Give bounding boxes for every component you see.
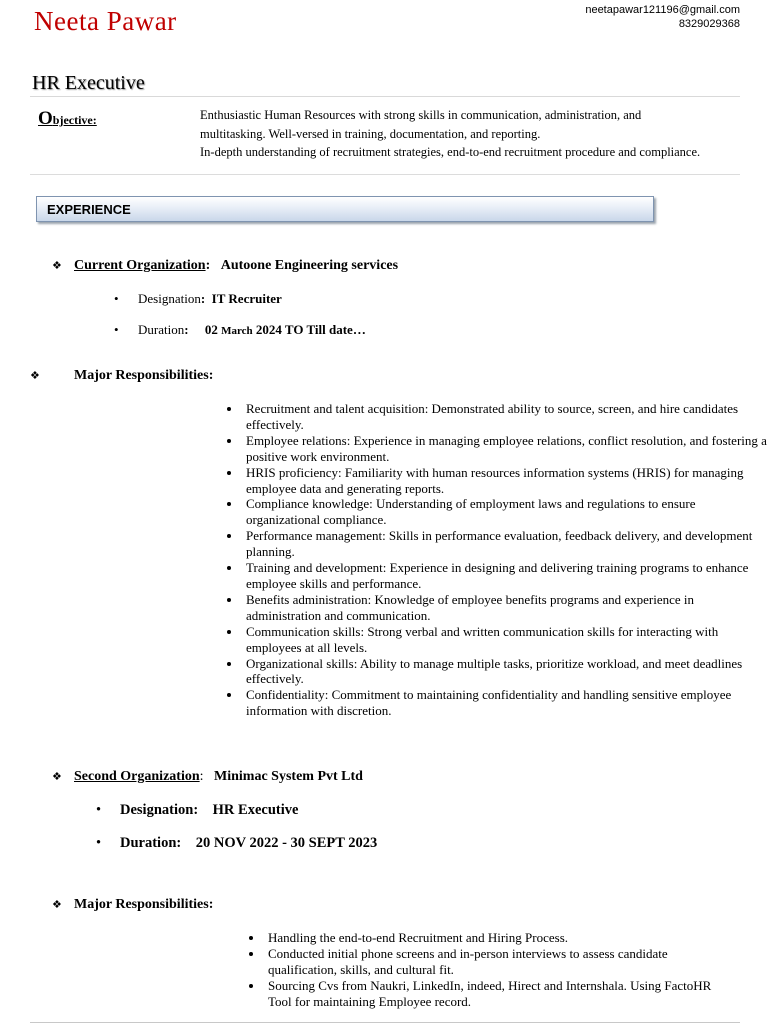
second-org-name: Minimac System Pvt Ltd — [214, 769, 363, 784]
bullet-icon: • — [114, 322, 119, 337]
major-resp-heading — [52, 897, 213, 913]
divider — [30, 174, 740, 175]
designation-label: Designation: — [120, 802, 199, 818]
second-org-sep: : — [199, 769, 204, 784]
diamond-bullet-icon: ❖ — [52, 899, 62, 911]
major-resp-heading-text: Major Responsibilities: — [74, 368, 214, 383]
objective-label-rest: bjective: — [52, 113, 97, 127]
list-item: • Training and development: Experience in designing and delivering training programs to enhance employee skills and performance. — [242, 560, 768, 592]
list-item: • Sourcing Cvs from Naukri, LinkedIn, indeed, Hirect and Internshala. Using FactoHR Tool for maintaining Employee record. — [264, 978, 734, 1010]
duration-month: March — [221, 325, 253, 337]
divider — [30, 1022, 740, 1023]
list-item: • Compliance knowledge: Understanding of employment laws and regulations to ensure organizational compliance. — [242, 496, 768, 528]
objective-label-initial: O — [38, 108, 53, 129]
designation-value: HR Executive — [212, 802, 299, 818]
divider — [30, 96, 740, 97]
designation-value: IT Recruiter — [211, 291, 282, 306]
current-org-line — [52, 258, 398, 274]
contact-info — [585, 3, 740, 31]
objective-label — [38, 108, 97, 130]
phone-text: 8329029368 — [678, 18, 740, 30]
current-org-label: Current Organization — [74, 258, 206, 273]
duration-sep: : — [184, 322, 189, 337]
duration-value: 20 NOV 2022 - 30 SEPT 2023 — [195, 835, 378, 851]
second-org-line — [52, 769, 363, 785]
current-org-sep: : — [205, 258, 211, 273]
objective-text — [200, 106, 760, 162]
list-item: • Handling the end-to-end Recruitment and Hiring Process. — [264, 930, 734, 946]
duration-label: Duration — [138, 322, 185, 337]
experience-heading: EXPERIENCE — [36, 196, 654, 222]
second-org-label: Second Organization — [74, 769, 200, 784]
major-resp-heading — [30, 368, 213, 384]
role-title: HR Executive — [32, 72, 145, 94]
current-org-name: Autoone Engineering services — [220, 258, 399, 273]
list-item: • Organizational skills: Ability to manage multiple tasks, prioritize workload, and meet deadlines effectively. — [242, 656, 768, 688]
diamond-bullet-icon: ❖ — [30, 370, 40, 382]
list-item: • Performance management: Skills in performance evaluation, feedback delivery, and development planning. — [242, 528, 768, 560]
candidate-name: Neeta Pawar — [34, 6, 177, 36]
list-item: • Benefits administration: Knowledge of employee benefits programs and experience in administration and communication. — [242, 592, 768, 624]
bullet-icon: • — [96, 835, 102, 851]
designation-sep: : — [200, 291, 206, 306]
list-item: • Communication skills: Strong verbal and written communication skills for interacting with employees at all levels. — [242, 624, 768, 656]
objective-line: Enthusiastic Human Resources with strong skills in communication, administration, and — [200, 108, 642, 122]
current-designation-line — [114, 291, 282, 307]
bullet-icon: • — [114, 291, 119, 306]
diamond-bullet-icon: ❖ — [52, 771, 62, 783]
objective-line: multitasking. Well-versed in training, documentation, and reporting. — [200, 126, 541, 141]
list-item: • Confidentiality: Commitment to maintaining confidentiality and handling sensitive employee information with discretion. — [242, 687, 768, 719]
bullet-icon: • — [96, 802, 102, 818]
responsibility-list — [224, 401, 768, 719]
responsibility-list — [246, 930, 734, 1010]
duration-label: Duration: — [120, 835, 182, 851]
list-item: • Conducted initial phone screens and in-person interviews to assess candidate qualification, skills, and cultural fit. — [264, 946, 734, 978]
designation-label: Designation — [138, 291, 201, 306]
email-text: neetapawar121196@gmail.com — [585, 4, 740, 16]
objective-line: In-depth understanding of recruitment strategies, end-to-end recruitment procedure and compliance. — [200, 145, 701, 159]
list-item: • Recruitment and talent acquisition: Demonstrated ability to source, screen, and hire candidates effectively. — [242, 401, 768, 433]
major-resp-heading-text: Major Responsibilities: — [74, 897, 214, 912]
list-item: • Employee relations: Experience in managing employee relations, conflict resolution, and fostering a positive work environment. — [242, 433, 768, 465]
second-duration-line — [96, 835, 377, 852]
diamond-bullet-icon: ❖ — [52, 260, 62, 272]
second-designation-line — [96, 802, 298, 819]
current-duration-line — [114, 322, 366, 338]
list-item: • HRIS proficiency: Familiarity with human resources information systems (HRIS) for managing employee data and generating reports. — [242, 465, 768, 497]
duration-day: 02 — [204, 322, 218, 337]
duration-rest: 2024 TO Till date… — [255, 322, 366, 337]
